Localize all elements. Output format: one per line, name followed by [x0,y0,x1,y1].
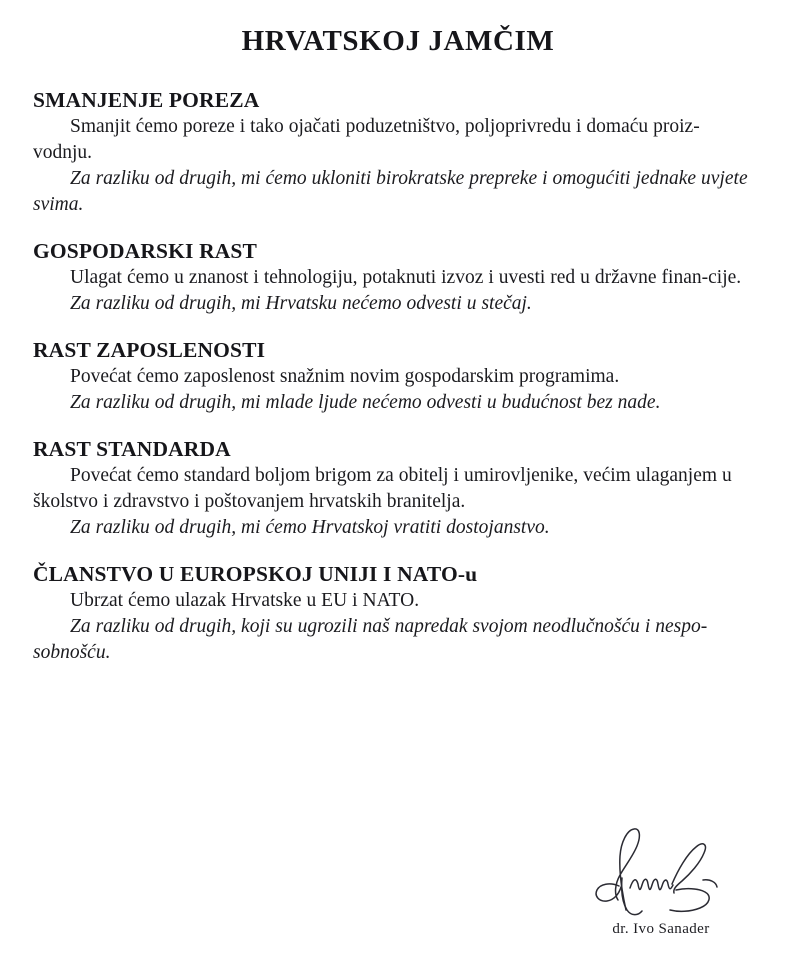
handwritten-signature-icon [586,822,736,918]
section-emphasis: Za razliku od drugih, mi ćemo ukloniti birokratske prepreke i omogućiti jednake uvjete svima. [33,168,748,215]
pledge-section [33,562,758,666]
section-paragraph: Povećat ćemo standard boljom brigom za obitelj i umirovljenike, većim ulaganjem u školstvo i zdravstvo i poštovanjem hrvatskih branitelja. [33,465,732,512]
section-paragraph: Ulagat ćemo u znanost i tehnologiju, potaknuti izvoz i uvesti red u državne finan-cije. [70,267,742,288]
page-title: HRVATSKOJ JAMČIM [241,25,555,57]
signature-name-label: dr. Ivo Sanader [612,921,710,937]
section-heading-rast-zaposlenosti: RAST ZAPOSLENOSTI [33,338,266,362]
section-emphasis: Za razliku od drugih, mi ćemo Hrvatskoj vratiti dostojanstvo. [70,517,550,538]
section-heading-rast-standarda: RAST STANDARDA [33,437,231,461]
pledge-section-list [0,88,796,666]
section-paragraph: Smanjit ćemo poreze i tako ojačati poduzetništvo, poljoprivredu i domaću proiz-vodnju. [33,116,700,163]
section-emphasis: Za razliku od drugih, koji su ugrozili naš napredak svojom neodlučnošću i nespo-sobnošću. [33,616,708,663]
section-emphasis: Za razliku od drugih, mi mlade ljude nećemo odvesti u budućnost bez nade. [70,392,661,413]
section-heading-clanstvo-eu-nato: ČLANSTVO U EUROPSKOJ UNIJI I NATO-u [33,562,478,586]
section-emphasis: Za razliku od drugih, mi Hrvatsku nećemo odvesti u stečaj. [70,293,532,314]
section-paragraph: Povećat ćemo zaposlenost snažnim novim gospodarskim programima. [70,366,620,387]
section-heading-smanjenje-poreza: SMANJENJE POREZA [33,88,260,112]
pledge-section [33,338,758,416]
pledge-section [33,88,758,218]
pledge-section [33,437,758,541]
pledge-section [33,239,758,317]
section-paragraph: Ubrzat ćemo ulazak Hrvatske u EU i NATO. [70,590,420,611]
signature-block [556,822,766,938]
section-heading-gospodarski-rast: GOSPODARSKI RAST [33,239,258,263]
